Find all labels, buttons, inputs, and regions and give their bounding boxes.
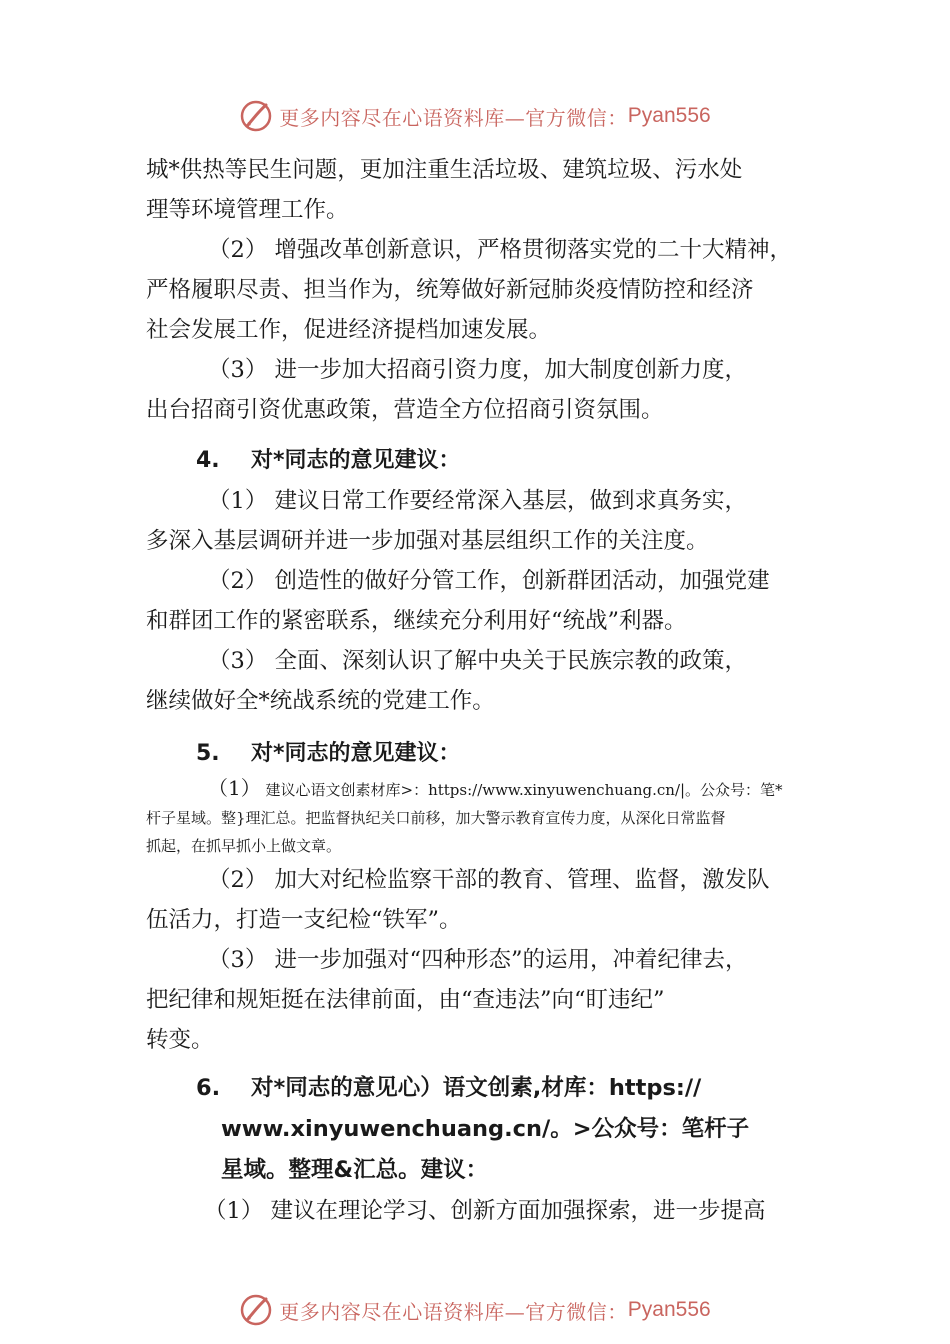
section-6-heading [196, 1068, 826, 1191]
section-title-line: www.xinyuwenchuang.cn/。>公众号：笔杆子 [221, 1116, 750, 1142]
small-paragraph-line: 抓起，在抓早抓小上做文章。 [146, 837, 342, 855]
paragraph-line: （2） 创造性的做好分管工作，创新群团活动，加强党建 [208, 568, 770, 594]
document-body [146, 150, 826, 1231]
paragraph-line: 伍活力，打造一支纪检“铁军”。 [146, 907, 462, 933]
section-number: 6. [196, 1075, 221, 1101]
paragraph-line: 严格履职尽责、担当作为，统筹做好新冠肺炎疫情防控和经济 [146, 277, 754, 303]
paragraph-line: （3） 全面、深刻认识了解中央关于民族宗教的政策， [208, 648, 747, 674]
paragraph-line: 转变。 [146, 1027, 214, 1053]
section-number: 4. [196, 448, 220, 473]
section-title-line: 对*同志的意见心）语文创素,材库：https:// [251, 1075, 702, 1101]
item-text: 建议心语文创素材库>：https://www.xinyuwenchuang.cn/|。公众号：笔* [260, 781, 783, 799]
paragraph-line: 理等环境管理工作。 [146, 197, 349, 223]
paragraph-line: 和群团工作的紧密联系，继续充分利用好“统战”利器。 [146, 608, 687, 634]
paragraph-line: （3） 进一步加强对“四种形态”的运用，冲着纪律去， [208, 947, 748, 973]
paragraph-line: （2） 增强改革创新意识，严格贯彻落实党的二十大精神， [208, 237, 792, 263]
paragraph-line: 社会发展工作，促进经济提档加速发展。 [146, 317, 552, 343]
section-number: 5. [196, 741, 220, 766]
small-paragraph-line [146, 774, 826, 804]
section-title: 对*同志的意见建议： [251, 448, 461, 473]
small-paragraph-line: 杆子星域。整}理汇总。把监督执纪关口前移，加大警示教育宣传力度，从深化日常监督 [146, 809, 726, 827]
paragraph-line: 城*供热等民生问题，更加注重生活垃圾、建筑垃圾、污水处 [146, 157, 743, 183]
banner-wechat-id: Pyan556 [627, 1298, 711, 1321]
item-marker: （1） [208, 776, 261, 800]
banner-wechat-id: Pyan556 [627, 104, 711, 127]
paragraph-line: 继续做好全*统战系统的党建工作。 [146, 688, 495, 714]
brush-logo-icon [239, 1293, 273, 1327]
paragraph-line: （1） 建议日常工作要经常深入基层，做到求真务实， [208, 488, 747, 514]
banner-text: 更多内容尽在心语资料库—官方微信： [279, 105, 628, 130]
section-5-heading [196, 733, 826, 774]
header-banner [0, 96, 950, 136]
banner-text: 更多内容尽在心语资料库—官方微信： [279, 1299, 628, 1324]
section-4-heading [196, 440, 826, 481]
paragraph-line: 把纪律和规矩挺在法律前面，由“查违法”向“盯违纪” [146, 987, 665, 1013]
paragraph-line: （3） 进一步加大招商引资力度，加大制度创新力度， [208, 357, 747, 383]
section-title-line: 星域。整理&汇总。建议： [221, 1157, 489, 1183]
brush-logo-icon [239, 99, 273, 133]
section-title: 对*同志的意见建议： [251, 741, 461, 766]
paragraph-line: 出台招商引资优惠政策，营造全方位招商引资氛围。 [146, 397, 664, 423]
footer-banner [0, 1290, 950, 1330]
paragraph-line: 多深入基层调研并进一步加强对基层组织工作的关注度。 [146, 528, 709, 554]
paragraph-line: （2） 加大对纪检监察干部的教育、管理、监督，激发队 [208, 867, 770, 893]
paragraph-line: （1） 建议在理论学习、创新方面加强探索，进一步提高 [204, 1198, 766, 1224]
